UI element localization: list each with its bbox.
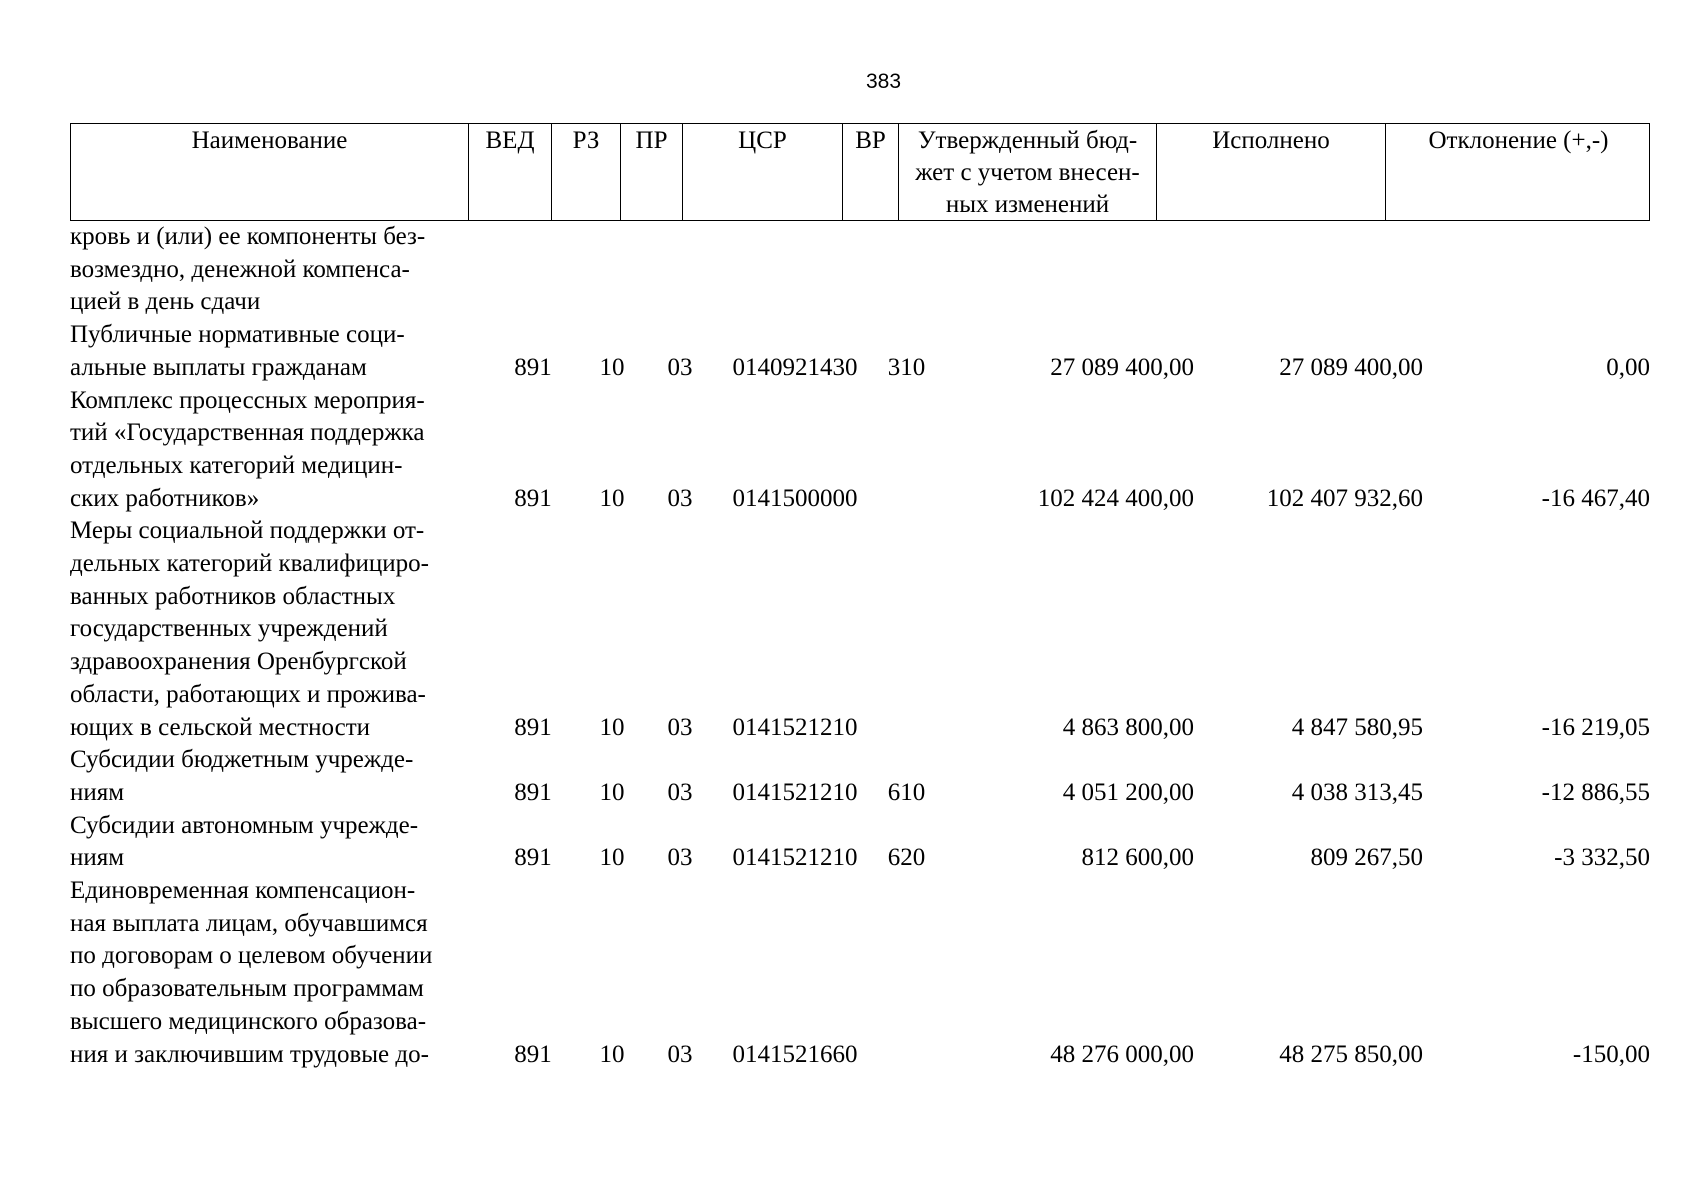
row-csr: 0141521210 [732, 844, 858, 872]
row-name-line: цией в день сдачи [70, 288, 261, 316]
row-name-line: ния и заключившим трудовые до- [70, 1040, 429, 1068]
column-header-deviation: Отклонение (+,-) [1385, 124, 1651, 220]
row-csr: 0141521660 [732, 1040, 858, 1068]
page-number: 383 [865, 70, 902, 93]
row-name-line: альные выплаты гражданам [70, 353, 367, 381]
row-deviation: 0,00 [1606, 353, 1650, 381]
row-deviation: -12 886,55 [1541, 778, 1650, 806]
row-deviation: -3 332,50 [1554, 844, 1650, 872]
row-name [70, 875, 490, 1071]
column-header-vr: ВР [842, 124, 898, 220]
row-executed: 48 275 850,00 [1279, 1040, 1423, 1068]
row-name [70, 221, 490, 319]
row-budget: 27 089 400,00 [1050, 353, 1194, 381]
row-name-line: ниям [70, 844, 125, 872]
row-rz: 10 [599, 778, 625, 806]
table-header [70, 123, 1650, 221]
row-ved: 891 [514, 484, 552, 512]
row-name-line: дельных категорий квалифициро- [70, 550, 429, 578]
row-csr: 0141521210 [732, 778, 858, 806]
row-name [70, 515, 490, 744]
row-executed: 4 038 313,45 [1291, 778, 1423, 806]
column-header-pr: ПР [620, 124, 682, 220]
column-header-executed: Исполнено [1156, 124, 1385, 220]
row-rz: 10 [599, 353, 625, 381]
row-budget: 48 276 000,00 [1050, 1040, 1194, 1068]
row-executed: 4 847 580,95 [1291, 713, 1423, 741]
row-pr: 03 [667, 713, 693, 741]
row-executed: 102 407 932,60 [1266, 484, 1423, 512]
row-ved: 891 [514, 778, 552, 806]
row-rz: 10 [599, 844, 625, 872]
row-name [70, 744, 490, 809]
row-rz: 10 [599, 484, 625, 512]
row-name-line: области, работающих и прожива- [70, 680, 426, 708]
column-header-name: Наименование [191, 127, 348, 154]
table-row [70, 515, 1650, 744]
row-budget: 4 863 800,00 [1062, 713, 1194, 741]
row-name-line: ющих в сельской местности [70, 713, 371, 741]
row-name-line: по договорам о целевом обучении [70, 942, 433, 970]
row-name-line: ских работников» [70, 484, 260, 512]
row-executed: 809 267,50 [1310, 844, 1423, 872]
row-pr: 03 [667, 353, 693, 381]
row-budget: 812 600,00 [1081, 844, 1194, 872]
row-rz: 10 [599, 713, 625, 741]
table-row [70, 385, 1650, 516]
row-name-line: отдельных категорий медицин- [70, 451, 403, 479]
row-name-line: Субсидии автономным учрежде- [70, 811, 419, 839]
table-row [70, 319, 1650, 384]
row-name-line: ниям [70, 778, 125, 806]
row-name-line: высшего медицинского образова- [70, 1007, 427, 1035]
column-header-budget-line: Утвержденный бюд- [917, 127, 1138, 154]
row-name-line: Субсидии бюджетным учрежде- [70, 746, 414, 774]
row-pr: 03 [667, 778, 693, 806]
row-name-line: по образовательным программам [70, 975, 424, 1003]
row-pr: 03 [667, 1040, 693, 1068]
row-vr: 310 [887, 353, 926, 381]
row-deviation: -16 467,40 [1541, 484, 1650, 512]
table-body [70, 221, 1650, 1071]
row-pr: 03 [667, 844, 693, 872]
column-header-budget-line: ных изменений [945, 191, 1110, 218]
row-csr: 0141500000 [732, 484, 858, 512]
column-header-ved: ВЕД [468, 124, 551, 220]
table-row [70, 744, 1650, 809]
row-name-line: Меры социальной поддержки от- [70, 517, 425, 545]
row-name-line: кровь и (или) ее компоненты без- [70, 223, 426, 250]
row-ved: 891 [514, 1040, 552, 1068]
row-name-line: Публичные нормативные соци- [70, 321, 405, 349]
row-name-line: государственных учреждений [70, 615, 388, 643]
row-deviation: -16 219,05 [1541, 713, 1650, 741]
row-deviation: -150,00 [1572, 1040, 1650, 1068]
row-ved: 891 [514, 713, 552, 741]
row-rz: 10 [599, 1040, 625, 1068]
column-header-csr: ЦСР [682, 124, 842, 220]
row-name-line: Единовременная компенсацион- [70, 877, 416, 905]
row-vr: 620 [887, 844, 926, 872]
row-name-line: здравоохранения Оренбургской [70, 648, 407, 676]
row-budget: 4 051 200,00 [1062, 778, 1194, 806]
row-name [70, 385, 490, 516]
row-executed: 27 089 400,00 [1279, 353, 1423, 381]
row-vr: 610 [887, 778, 926, 806]
row-name-line: Комплекс процессных мероприя- [70, 386, 425, 414]
column-header-rz: РЗ [551, 124, 620, 220]
column-header-budget [898, 124, 1156, 220]
row-ved: 891 [514, 844, 552, 872]
row-name-line: тий «Государственная поддержка [70, 419, 425, 447]
row-budget: 102 424 400,00 [1037, 484, 1194, 512]
table-row [70, 875, 1650, 1071]
row-name [70, 810, 490, 875]
row-csr: 0141521210 [732, 713, 858, 741]
table-row [70, 810, 1650, 875]
row-ved: 891 [514, 353, 552, 381]
column-header-budget-line: жет с учетом внесен- [915, 159, 1140, 186]
row-pr: 03 [667, 484, 693, 512]
row-name-line: ванных работников областных [70, 582, 396, 610]
table-row [70, 221, 1650, 319]
row-name [70, 319, 490, 384]
row-csr: 0140921430 [732, 353, 858, 381]
row-name-line: ная выплата лицам, обучавшимся [70, 909, 428, 937]
row-name-line: возмездно, денежной компенса- [70, 255, 410, 283]
